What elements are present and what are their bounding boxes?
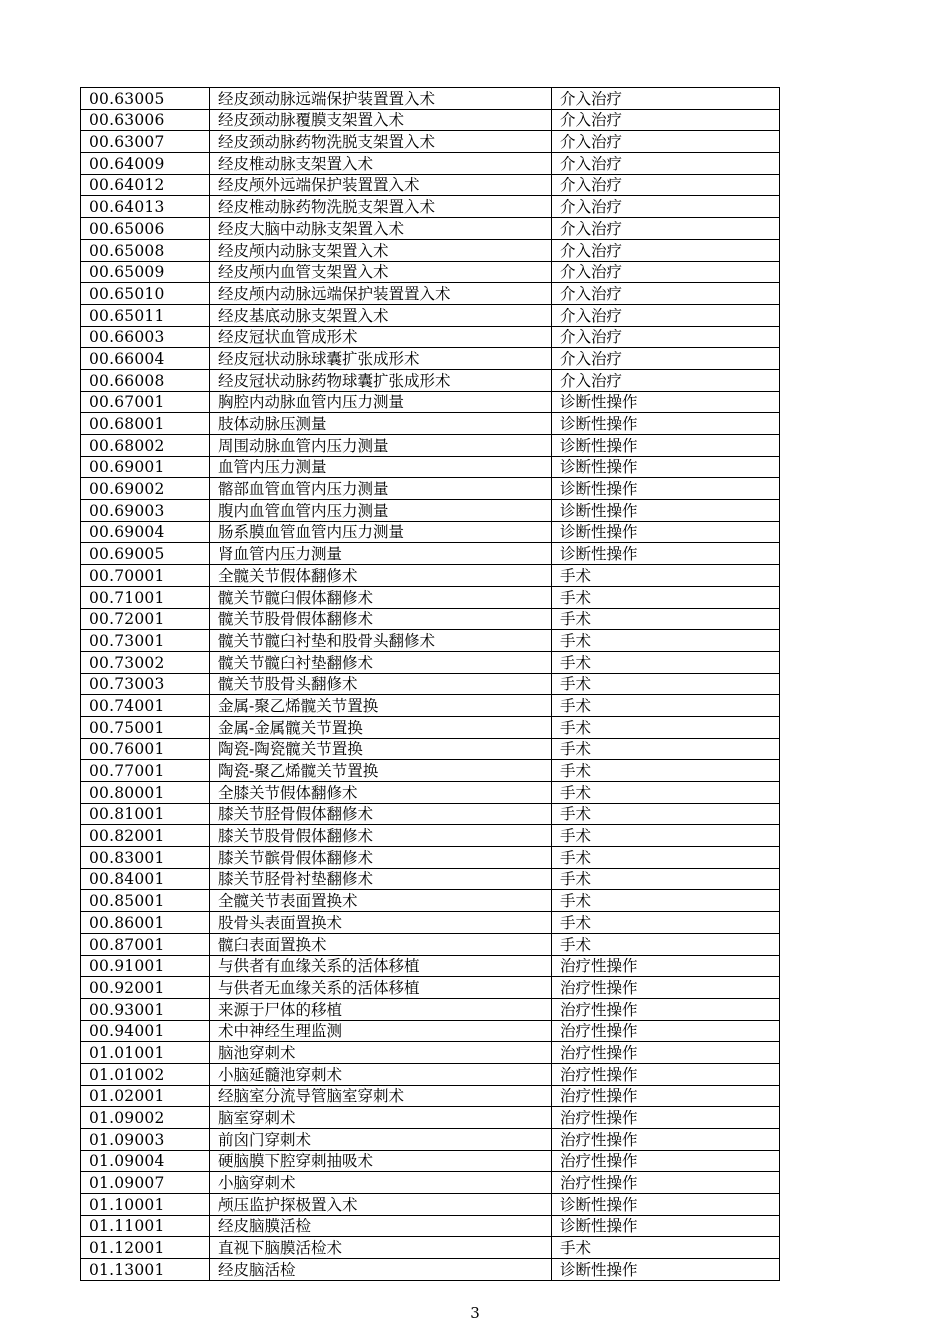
table-row (81, 196, 780, 218)
code-cell: 01.10001 (81, 1194, 210, 1216)
procedure-name-cell: 髋关节髋臼衬垫和股骨头翻修术 (210, 630, 552, 652)
procedure-name-cell: 经脑室分流导管脑室穿刺术 (210, 1085, 552, 1107)
code-cell: 00.66003 (81, 326, 210, 348)
table-row (81, 716, 780, 738)
procedure-type-cell: 手术 (552, 847, 780, 869)
code-cell: 00.82001 (81, 825, 210, 847)
procedure-type-cell: 治疗性操作 (552, 1150, 780, 1172)
procedure-type-cell: 诊断性操作 (552, 1259, 780, 1281)
table-row (81, 651, 780, 673)
code-cell: 00.94001 (81, 1020, 210, 1042)
table-row (81, 239, 780, 261)
procedure-name-cell: 肾血管内压力测量 (210, 543, 552, 565)
procedure-name-cell: 金属-聚乙烯髋关节置换 (210, 695, 552, 717)
table-row (81, 1259, 780, 1281)
code-cell: 00.81001 (81, 803, 210, 825)
procedure-type-cell: 治疗性操作 (552, 1063, 780, 1085)
procedure-name-cell: 全髋关节假体翻修术 (210, 565, 552, 587)
code-cell: 00.63006 (81, 109, 210, 131)
code-cell: 01.13001 (81, 1259, 210, 1281)
table-row (81, 174, 780, 196)
table-row (81, 782, 780, 804)
procedure-type-cell: 手术 (552, 716, 780, 738)
code-cell: 00.91001 (81, 955, 210, 977)
procedure-type-cell: 手术 (552, 630, 780, 652)
table-row (81, 261, 780, 283)
table-body (81, 88, 780, 1281)
table-row (81, 825, 780, 847)
code-cell: 00.66004 (81, 348, 210, 370)
code-cell: 01.11001 (81, 1215, 210, 1237)
code-cell: 01.02001 (81, 1085, 210, 1107)
table-row (81, 131, 780, 153)
code-cell: 00.73002 (81, 651, 210, 673)
code-cell: 01.09002 (81, 1107, 210, 1129)
table-row (81, 760, 780, 782)
procedure-type-cell: 治疗性操作 (552, 1042, 780, 1064)
table-row (81, 1194, 780, 1216)
code-cell: 01.01001 (81, 1042, 210, 1064)
table-row (81, 868, 780, 890)
procedure-name-cell: 髋关节股骨头翻修术 (210, 673, 552, 695)
page-number: 3 (470, 1304, 480, 1322)
code-cell: 00.84001 (81, 868, 210, 890)
procedure-name-cell: 髋关节髋臼假体翻修术 (210, 586, 552, 608)
procedure-type-cell: 介入治疗 (552, 196, 780, 218)
code-cell: 00.83001 (81, 847, 210, 869)
procedure-type-cell: 诊断性操作 (552, 413, 780, 435)
procedure-name-cell: 股骨头表面置换术 (210, 912, 552, 934)
table-row (81, 673, 780, 695)
table-row (81, 738, 780, 760)
code-cell: 01.12001 (81, 1237, 210, 1259)
procedure-name-cell: 血管内压力测量 (210, 456, 552, 478)
code-cell: 01.09003 (81, 1129, 210, 1151)
procedure-type-cell: 介入治疗 (552, 88, 780, 110)
code-cell: 00.75001 (81, 716, 210, 738)
procedure-type-cell: 治疗性操作 (552, 1107, 780, 1129)
procedure-name-cell: 经皮椎动脉支架置入术 (210, 153, 552, 175)
code-cell: 00.69002 (81, 478, 210, 500)
procedure-name-cell: 经皮颈动脉远端保护装置置入术 (210, 88, 552, 110)
table-row (81, 435, 780, 457)
table-row (81, 478, 780, 500)
procedure-name-cell: 全膝关节假体翻修术 (210, 782, 552, 804)
procedure-name-cell: 经皮基底动脉支架置入术 (210, 304, 552, 326)
table-row (81, 413, 780, 435)
procedure-name-cell: 膝关节胫骨衬垫翻修术 (210, 868, 552, 890)
code-cell: 00.67001 (81, 391, 210, 413)
procedure-name-cell: 与供者有血缘关系的活体移植 (210, 955, 552, 977)
table-row (81, 912, 780, 934)
procedure-name-cell: 膝关节股骨假体翻修术 (210, 825, 552, 847)
code-cell: 00.77001 (81, 760, 210, 782)
procedure-name-cell: 陶瓷-陶瓷髋关节置换 (210, 738, 552, 760)
procedure-name-cell: 术中神经生理监测 (210, 1020, 552, 1042)
table-row (81, 847, 780, 869)
procedure-type-cell: 诊断性操作 (552, 456, 780, 478)
code-cell: 00.74001 (81, 695, 210, 717)
table-row (81, 391, 780, 413)
table-row (81, 565, 780, 587)
code-cell: 00.69005 (81, 543, 210, 565)
table-row (81, 109, 780, 131)
procedure-name-cell: 硬脑膜下腔穿刺抽吸术 (210, 1150, 552, 1172)
procedure-code-table (80, 87, 780, 1281)
procedure-name-cell: 膝关节胫骨假体翻修术 (210, 803, 552, 825)
procedure-name-cell: 来源于尸体的移植 (210, 998, 552, 1020)
table-row (81, 218, 780, 240)
code-cell: 00.69003 (81, 500, 210, 522)
procedure-type-cell: 治疗性操作 (552, 955, 780, 977)
procedure-type-cell: 介入治疗 (552, 109, 780, 131)
procedure-name-cell: 陶瓷-聚乙烯髋关节置换 (210, 760, 552, 782)
table-row (81, 543, 780, 565)
code-cell: 01.09007 (81, 1172, 210, 1194)
procedure-type-cell: 介入治疗 (552, 218, 780, 240)
procedure-type-cell: 诊断性操作 (552, 478, 780, 500)
code-cell: 00.64009 (81, 153, 210, 175)
procedure-name-cell: 经皮脑膜活检 (210, 1215, 552, 1237)
table-row (81, 630, 780, 652)
procedure-type-cell: 介入治疗 (552, 348, 780, 370)
procedure-name-cell: 周围动脉血管内压力测量 (210, 435, 552, 457)
procedure-type-cell: 治疗性操作 (552, 998, 780, 1020)
procedure-name-cell: 经皮颈动脉药物洗脱支架置入术 (210, 131, 552, 153)
procedure-name-cell: 髋臼表面置换术 (210, 933, 552, 955)
code-cell: 01.09004 (81, 1150, 210, 1172)
table-row (81, 153, 780, 175)
procedure-type-cell: 手术 (552, 673, 780, 695)
code-cell: 00.64012 (81, 174, 210, 196)
procedure-type-cell: 手术 (552, 651, 780, 673)
procedure-type-cell: 手术 (552, 868, 780, 890)
procedure-name-cell: 脑室穿刺术 (210, 1107, 552, 1129)
table-row (81, 803, 780, 825)
table-row (81, 955, 780, 977)
procedure-name-cell: 经皮颈动脉覆膜支架置入术 (210, 109, 552, 131)
procedure-type-cell: 介入治疗 (552, 153, 780, 175)
code-cell: 00.92001 (81, 977, 210, 999)
table-row (81, 456, 780, 478)
procedure-name-cell: 全髋关节表面置换术 (210, 890, 552, 912)
procedure-name-cell: 经皮颅内动脉远端保护装置置入术 (210, 283, 552, 305)
code-cell: 00.65006 (81, 218, 210, 240)
table-row (81, 1085, 780, 1107)
procedure-type-cell: 介入治疗 (552, 131, 780, 153)
code-cell: 00.93001 (81, 998, 210, 1020)
table-row (81, 348, 780, 370)
procedure-type-cell: 诊断性操作 (552, 435, 780, 457)
procedure-type-cell: 介入治疗 (552, 304, 780, 326)
table-row (81, 1129, 780, 1151)
table-row (81, 933, 780, 955)
procedure-name-cell: 脑池穿刺术 (210, 1042, 552, 1064)
table-row (81, 1020, 780, 1042)
code-cell: 00.69001 (81, 456, 210, 478)
table-row (81, 1215, 780, 1237)
code-cell: 00.86001 (81, 912, 210, 934)
code-cell: 00.63007 (81, 131, 210, 153)
procedure-name-cell: 髋关节髋臼衬垫翻修术 (210, 651, 552, 673)
procedure-name-cell: 髋关节股骨假体翻修术 (210, 608, 552, 630)
procedure-name-cell: 经皮冠状动脉球囊扩张成形术 (210, 348, 552, 370)
table-row (81, 1107, 780, 1129)
procedure-name-cell: 肢体动脉压测量 (210, 413, 552, 435)
table-row (81, 369, 780, 391)
procedure-name-cell: 经皮脑活检 (210, 1259, 552, 1281)
procedure-name-cell: 经皮大脑中动脉支架置入术 (210, 218, 552, 240)
table-row (81, 1042, 780, 1064)
procedure-type-cell: 诊断性操作 (552, 543, 780, 565)
procedure-type-cell: 手术 (552, 760, 780, 782)
procedure-name-cell: 经皮冠状动脉药物球囊扩张成形术 (210, 369, 552, 391)
procedure-name-cell: 经皮颅外远端保护装置置入术 (210, 174, 552, 196)
procedure-type-cell: 治疗性操作 (552, 1129, 780, 1151)
code-cell: 00.73001 (81, 630, 210, 652)
procedure-type-cell: 手术 (552, 782, 780, 804)
code-cell: 00.68002 (81, 435, 210, 457)
procedure-name-cell: 经皮颅内动脉支架置入术 (210, 239, 552, 261)
code-cell: 00.71001 (81, 586, 210, 608)
code-cell: 00.85001 (81, 890, 210, 912)
code-cell: 00.76001 (81, 738, 210, 760)
procedure-name-cell: 肠系膜血管血管内压力测量 (210, 521, 552, 543)
procedure-type-cell: 手术 (552, 933, 780, 955)
procedure-type-cell: 手术 (552, 695, 780, 717)
code-cell: 00.70001 (81, 565, 210, 587)
procedure-name-cell: 膝关节髌骨假体翻修术 (210, 847, 552, 869)
table-row (81, 977, 780, 999)
procedure-name-cell: 髂部血管血管内压力测量 (210, 478, 552, 500)
table-row (81, 304, 780, 326)
code-cell: 01.01002 (81, 1063, 210, 1085)
table-row (81, 88, 780, 110)
procedure-type-cell: 手术 (552, 738, 780, 760)
table-row (81, 326, 780, 348)
table-row (81, 586, 780, 608)
procedure-type-cell: 诊断性操作 (552, 1215, 780, 1237)
procedure-type-cell: 手术 (552, 803, 780, 825)
code-cell: 00.65009 (81, 261, 210, 283)
code-cell: 00.65010 (81, 283, 210, 305)
procedure-type-cell: 治疗性操作 (552, 1020, 780, 1042)
table-row (81, 998, 780, 1020)
procedure-type-cell: 介入治疗 (552, 261, 780, 283)
table-row (81, 283, 780, 305)
procedure-type-cell: 手术 (552, 608, 780, 630)
procedure-type-cell: 手术 (552, 586, 780, 608)
table-row (81, 608, 780, 630)
procedure-name-cell: 直视下脑膜活检术 (210, 1237, 552, 1259)
procedure-type-cell: 介入治疗 (552, 369, 780, 391)
procedure-type-cell: 手术 (552, 912, 780, 934)
procedure-type-cell: 治疗性操作 (552, 1085, 780, 1107)
procedure-type-cell: 介入治疗 (552, 239, 780, 261)
code-cell: 00.63005 (81, 88, 210, 110)
procedure-type-cell: 手术 (552, 565, 780, 587)
procedure-type-cell: 诊断性操作 (552, 1194, 780, 1216)
table-row (81, 1237, 780, 1259)
procedure-type-cell: 诊断性操作 (552, 391, 780, 413)
table-row (81, 1172, 780, 1194)
procedure-type-cell: 介入治疗 (552, 326, 780, 348)
procedure-type-cell: 手术 (552, 825, 780, 847)
table-row (81, 890, 780, 912)
procedure-type-cell: 诊断性操作 (552, 500, 780, 522)
procedure-type-cell: 诊断性操作 (552, 521, 780, 543)
table-row (81, 500, 780, 522)
procedure-type-cell: 介入治疗 (552, 174, 780, 196)
procedure-name-cell: 前囟门穿刺术 (210, 1129, 552, 1151)
procedure-name-cell: 经皮颅内血管支架置入术 (210, 261, 552, 283)
code-cell: 00.69004 (81, 521, 210, 543)
code-cell: 00.64013 (81, 196, 210, 218)
code-cell: 00.72001 (81, 608, 210, 630)
code-cell: 00.66008 (81, 369, 210, 391)
procedure-name-cell: 胸腔内动脉血管内压力测量 (210, 391, 552, 413)
code-cell: 00.80001 (81, 782, 210, 804)
procedure-type-cell: 治疗性操作 (552, 1172, 780, 1194)
procedure-name-cell: 腹内血管血管内压力测量 (210, 500, 552, 522)
procedure-type-cell: 手术 (552, 890, 780, 912)
procedure-name-cell: 小脑穿刺术 (210, 1172, 552, 1194)
procedure-name-cell: 经皮椎动脉药物洗脱支架置入术 (210, 196, 552, 218)
procedure-name-cell: 金属-金属髋关节置换 (210, 716, 552, 738)
procedure-name-cell: 与供者无血缘关系的活体移植 (210, 977, 552, 999)
code-cell: 00.73003 (81, 673, 210, 695)
code-cell: 00.68001 (81, 413, 210, 435)
table-row (81, 695, 780, 717)
code-cell: 00.87001 (81, 933, 210, 955)
table-row (81, 1150, 780, 1172)
procedure-name-cell: 经皮冠状血管成形术 (210, 326, 552, 348)
code-cell: 00.65008 (81, 239, 210, 261)
code-cell: 00.65011 (81, 304, 210, 326)
procedure-name-cell: 颅压监护探极置入术 (210, 1194, 552, 1216)
table-row (81, 1063, 780, 1085)
procedure-type-cell: 介入治疗 (552, 283, 780, 305)
procedure-type-cell: 治疗性操作 (552, 977, 780, 999)
procedure-name-cell: 小脑延髓池穿刺术 (210, 1063, 552, 1085)
procedure-type-cell: 手术 (552, 1237, 780, 1259)
table-row (81, 521, 780, 543)
